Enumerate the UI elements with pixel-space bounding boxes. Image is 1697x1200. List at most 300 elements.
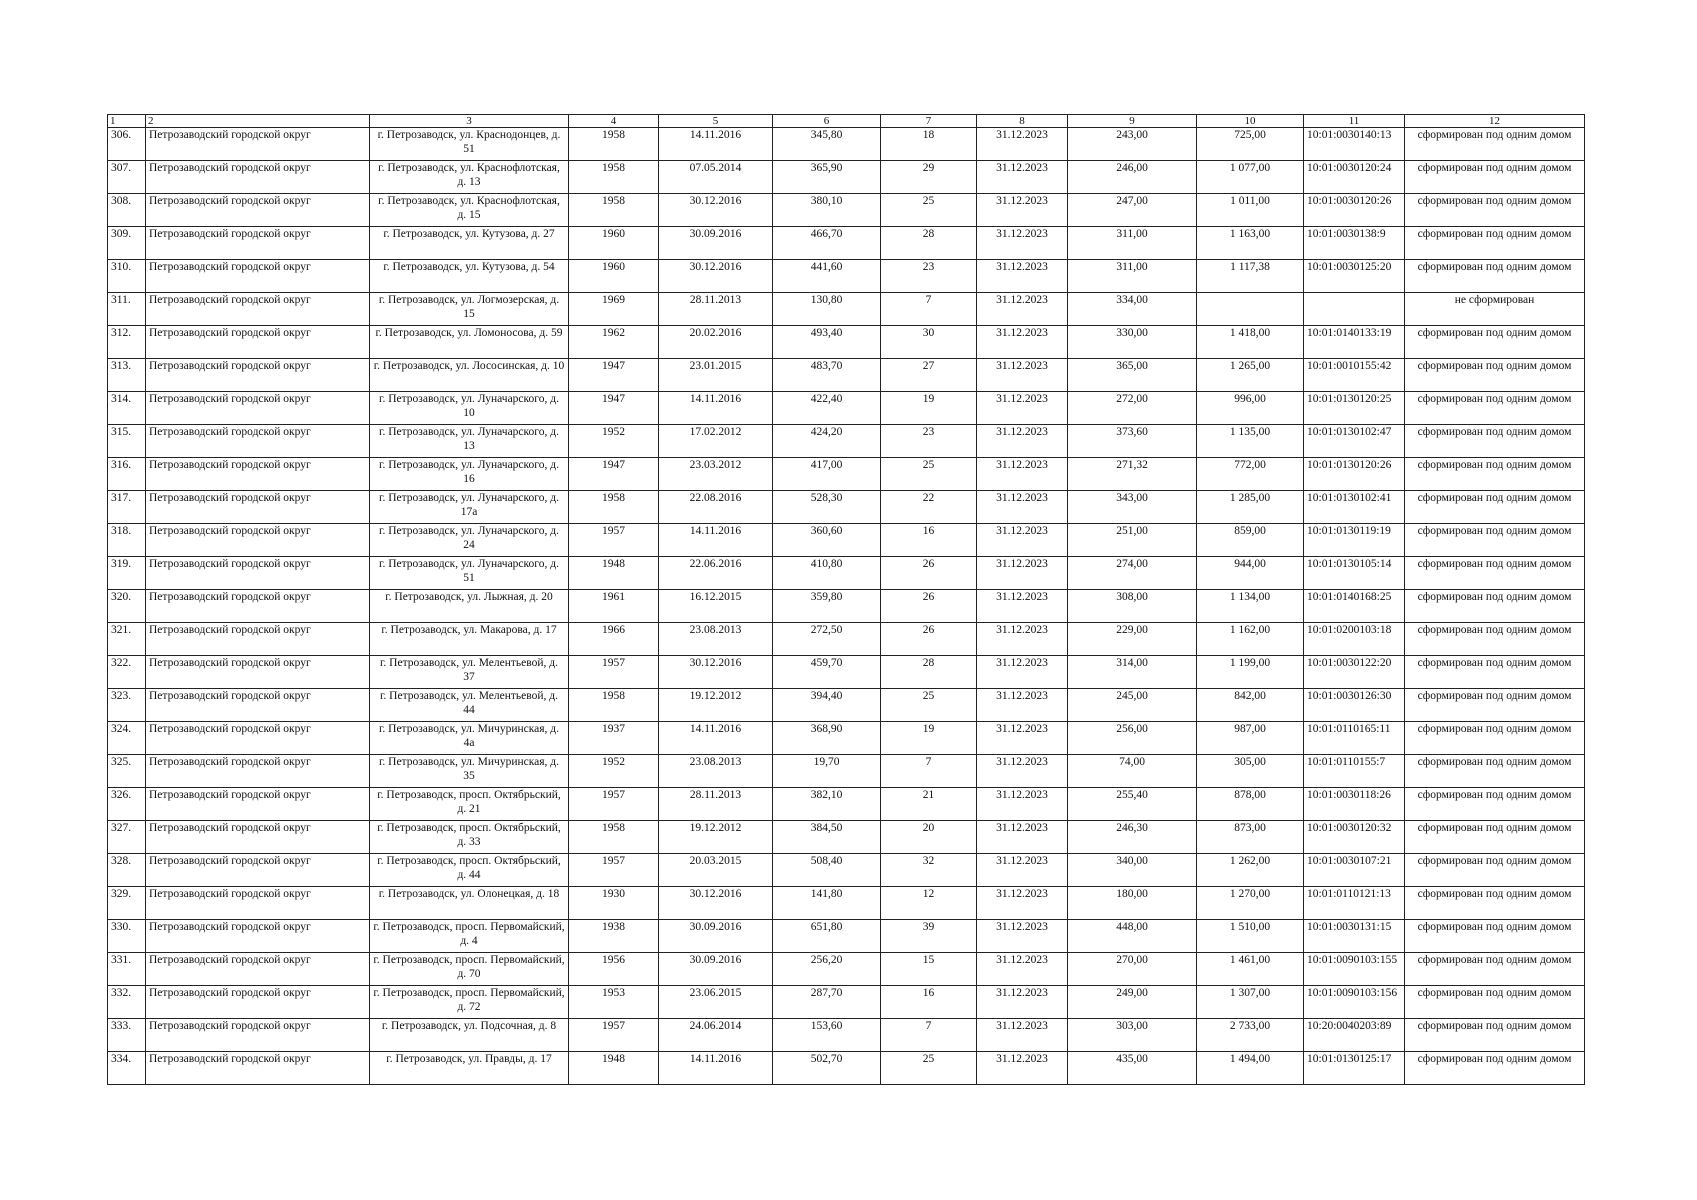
cell-deadline: 31.12.2023: [977, 491, 1068, 524]
cell-municipality: Петрозаводский городской округ: [146, 953, 370, 986]
cell-cadastral-number: 10:01:0130102:47: [1304, 425, 1405, 458]
cell-area: 141,80: [773, 887, 881, 920]
cell-address: г. Петрозаводск, ул. Кутузова, д. 27: [370, 227, 569, 260]
cell-area-2: 246,30: [1068, 821, 1197, 854]
housing-table: [107, 114, 1585, 1085]
cell-land-status: сформирован под одним домом: [1405, 227, 1585, 260]
cell-residents: 26: [881, 557, 977, 590]
cell-address: г. Петрозаводск, просп. Первомайский, д. 70: [370, 953, 569, 986]
cell-area-2: 311,00: [1068, 227, 1197, 260]
cell-survey-date: 19.12.2012: [659, 821, 773, 854]
cell-address: г. Петрозаводск, ул. Правды, д. 17: [370, 1052, 569, 1085]
cell-build-year: 1958: [569, 821, 659, 854]
cell-residents: 20: [881, 821, 977, 854]
cell-area: 459,70: [773, 656, 881, 689]
cell-land-status: не сформирован: [1405, 293, 1585, 326]
cell-municipality: Петрозаводский городской округ: [146, 293, 370, 326]
cell-residents: 25: [881, 194, 977, 227]
cell-build-year: 1952: [569, 425, 659, 458]
cell-residents: 29: [881, 161, 977, 194]
cell-deadline: 31.12.2023: [977, 920, 1068, 953]
cell-build-year: 1960: [569, 227, 659, 260]
cell-municipality: Петрозаводский городской округ: [146, 590, 370, 623]
cell-build-year: 1947: [569, 359, 659, 392]
cell-land-area: 1 307,00: [1197, 986, 1304, 1019]
cell-residents: 19: [881, 392, 977, 425]
cell-deadline: 31.12.2023: [977, 689, 1068, 722]
cell-survey-date: 22.08.2016: [659, 491, 773, 524]
table-row: [108, 359, 1585, 392]
cell-municipality: Петрозаводский городской округ: [146, 722, 370, 755]
cell-land-status: сформирован под одним домом: [1405, 656, 1585, 689]
cell-survey-date: 14.11.2016: [659, 1052, 773, 1085]
cell-area-2: 373,60: [1068, 425, 1197, 458]
table-row: [108, 623, 1585, 656]
cell-area-2: 272,00: [1068, 392, 1197, 425]
cell-area-2: 251,00: [1068, 524, 1197, 557]
cell-area-2: 334,00: [1068, 293, 1197, 326]
cell-residents: 23: [881, 260, 977, 293]
cell-survey-date: 30.09.2016: [659, 920, 773, 953]
cell-build-year: 1956: [569, 953, 659, 986]
cell-area-2: 308,00: [1068, 590, 1197, 623]
table-row: [108, 755, 1585, 788]
cell-address: г. Петрозаводск, ул. Луначарского, д. 16: [370, 458, 569, 491]
cell-survey-date: 30.12.2016: [659, 656, 773, 689]
cell-cadastral-number: 10:01:0030120:26: [1304, 194, 1405, 227]
cell-deadline: 31.12.2023: [977, 359, 1068, 392]
cell-residents: 25: [881, 458, 977, 491]
cell-row-number: 319.: [108, 557, 146, 590]
cell-residents: 15: [881, 953, 977, 986]
table-row: [108, 557, 1585, 590]
cell-area: 272,50: [773, 623, 881, 656]
cell-residents: 16: [881, 986, 977, 1019]
cell-row-number: 331.: [108, 953, 146, 986]
table-row: [108, 260, 1585, 293]
cell-survey-date: 20.02.2016: [659, 326, 773, 359]
cell-residents: 39: [881, 920, 977, 953]
cell-residents: 28: [881, 227, 977, 260]
cell-build-year: 1953: [569, 986, 659, 1019]
cell-area: 19,70: [773, 755, 881, 788]
cell-municipality: Петрозаводский городской округ: [146, 524, 370, 557]
cell-area: 345,80: [773, 128, 881, 161]
cell-municipality: Петрозаводский городской округ: [146, 359, 370, 392]
cell-row-number: 315.: [108, 425, 146, 458]
cell-address: г. Петрозаводск, просп. Октябрьский, д. 33: [370, 821, 569, 854]
cell-address: г. Петрозаводск, ул. Подсочная, д. 8: [370, 1019, 569, 1052]
cell-land-area: 2 733,00: [1197, 1019, 1304, 1052]
cell-cadastral-number: 10:01:0140168:25: [1304, 590, 1405, 623]
cell-municipality: Петрозаводский городской округ: [146, 755, 370, 788]
cell-land-status: сформирован под одним домом: [1405, 1052, 1585, 1085]
cell-area-2: 243,00: [1068, 128, 1197, 161]
cell-area: 287,70: [773, 986, 881, 1019]
cell-land-status: сформирован под одним домом: [1405, 326, 1585, 359]
cell-land-status: сформирован под одним домом: [1405, 788, 1585, 821]
cell-deadline: 31.12.2023: [977, 458, 1068, 491]
cell-cadastral-number: 10:01:0090103:156: [1304, 986, 1405, 1019]
cell-area: 382,10: [773, 788, 881, 821]
cell-municipality: Петрозаводский городской округ: [146, 689, 370, 722]
table-row: [108, 227, 1585, 260]
cell-area: 153,60: [773, 1019, 881, 1052]
cell-municipality: Петрозаводский городской округ: [146, 986, 370, 1019]
cell-residents: 22: [881, 491, 977, 524]
cell-land-area: 1 163,00: [1197, 227, 1304, 260]
cell-build-year: 1958: [569, 161, 659, 194]
cell-survey-date: 30.12.2016: [659, 260, 773, 293]
cell-cadastral-number: 10:01:0110165:11: [1304, 722, 1405, 755]
cell-survey-date: 14.11.2016: [659, 392, 773, 425]
cell-area: 410,80: [773, 557, 881, 590]
cell-survey-date: 07.05.2014: [659, 161, 773, 194]
cell-area: 384,50: [773, 821, 881, 854]
cell-area-2: 435,00: [1068, 1052, 1197, 1085]
cell-land-status: сформирован под одним домом: [1405, 425, 1585, 458]
cell-land-status: сформирован под одним домом: [1405, 392, 1585, 425]
cell-row-number: 308.: [108, 194, 146, 227]
cell-cadastral-number: 10:20:0040203:89: [1304, 1019, 1405, 1052]
cell-row-number: 334.: [108, 1052, 146, 1085]
cell-land-status: сформирован под одним домом: [1405, 689, 1585, 722]
cell-municipality: Петрозаводский городской округ: [146, 920, 370, 953]
cell-area: 394,40: [773, 689, 881, 722]
cell-row-number: 318.: [108, 524, 146, 557]
cell-survey-date: 14.11.2016: [659, 524, 773, 557]
cell-build-year: 1957: [569, 788, 659, 821]
cell-cadastral-number: 10:01:0130102:41: [1304, 491, 1405, 524]
cell-address: г. Петрозаводск, ул. Кутузова, д. 54: [370, 260, 569, 293]
cell-land-area: 1 285,00: [1197, 491, 1304, 524]
table-body: [108, 128, 1585, 1085]
cell-deadline: 31.12.2023: [977, 821, 1068, 854]
cell-address: г. Петрозаводск, ул. Луначарского, д. 17а: [370, 491, 569, 524]
cell-cadastral-number: 10:01:0030120:24: [1304, 161, 1405, 194]
column-header-1: 1: [108, 115, 146, 128]
cell-area-2: 245,00: [1068, 689, 1197, 722]
cell-address: г. Петрозаводск, просп. Первомайский, д. 4: [370, 920, 569, 953]
cell-survey-date: 22.06.2016: [659, 557, 773, 590]
cell-survey-date: 30.09.2016: [659, 953, 773, 986]
table-row: [108, 326, 1585, 359]
cell-area-2: 365,00: [1068, 359, 1197, 392]
cell-cadastral-number: 10:01:0130119:19: [1304, 524, 1405, 557]
cell-deadline: 31.12.2023: [977, 524, 1068, 557]
table-row: [108, 689, 1585, 722]
cell-area-2: 247,00: [1068, 194, 1197, 227]
cell-land-area: 1 265,00: [1197, 359, 1304, 392]
cell-land-area: 1 494,00: [1197, 1052, 1304, 1085]
cell-row-number: 330.: [108, 920, 146, 953]
cell-survey-date: 30.12.2016: [659, 887, 773, 920]
cell-build-year: 1930: [569, 887, 659, 920]
cell-land-area: 944,00: [1197, 557, 1304, 590]
cell-survey-date: 14.11.2016: [659, 722, 773, 755]
cell-land-status: сформирован под одним домом: [1405, 524, 1585, 557]
cell-survey-date: 19.12.2012: [659, 689, 773, 722]
cell-cadastral-number: [1304, 293, 1405, 326]
cell-area: 651,80: [773, 920, 881, 953]
cell-residents: 23: [881, 425, 977, 458]
cell-land-status: сформирован под одним домом: [1405, 1019, 1585, 1052]
column-header-6: 6: [773, 115, 881, 128]
cell-deadline: 31.12.2023: [977, 788, 1068, 821]
cell-build-year: 1960: [569, 260, 659, 293]
cell-survey-date: 16.12.2015: [659, 590, 773, 623]
cell-row-number: 309.: [108, 227, 146, 260]
cell-build-year: 1958: [569, 491, 659, 524]
cell-build-year: 1958: [569, 689, 659, 722]
cell-land-status: сформирован под одним домом: [1405, 986, 1585, 1019]
cell-area-2: 274,00: [1068, 557, 1197, 590]
cell-land-status: сформирован под одним домом: [1405, 854, 1585, 887]
cell-address: г. Петрозаводск, просп. Первомайский, д. 72: [370, 986, 569, 1019]
cell-deadline: 31.12.2023: [977, 722, 1068, 755]
cell-build-year: 1958: [569, 128, 659, 161]
cell-land-area: 1 510,00: [1197, 920, 1304, 953]
cell-row-number: 310.: [108, 260, 146, 293]
cell-deadline: 31.12.2023: [977, 326, 1068, 359]
cell-row-number: 313.: [108, 359, 146, 392]
cell-land-status: сформирован под одним домом: [1405, 260, 1585, 293]
column-header-9: 9: [1068, 115, 1197, 128]
cell-address: г. Петрозаводск, ул. Краснофлотская, д. 15: [370, 194, 569, 227]
cell-row-number: 328.: [108, 854, 146, 887]
cell-row-number: 326.: [108, 788, 146, 821]
cell-municipality: Петрозаводский городской округ: [146, 656, 370, 689]
cell-land-area: 1 162,00: [1197, 623, 1304, 656]
cell-land-area: 1 418,00: [1197, 326, 1304, 359]
cell-survey-date: 23.08.2013: [659, 755, 773, 788]
cell-municipality: Петрозаводский городской округ: [146, 227, 370, 260]
cell-municipality: Петрозаводский городской округ: [146, 557, 370, 590]
cell-area-2: 340,00: [1068, 854, 1197, 887]
cell-land-status: сформирован под одним домом: [1405, 953, 1585, 986]
cell-cadastral-number: 10:01:0030138:9: [1304, 227, 1405, 260]
cell-address: г. Петрозаводск, просп. Октябрьский, д. 44: [370, 854, 569, 887]
cell-area: 380,10: [773, 194, 881, 227]
table-row: [108, 953, 1585, 986]
cell-residents: 16: [881, 524, 977, 557]
cell-land-status: сформирован под одним домом: [1405, 590, 1585, 623]
cell-land-status: сформирован под одним домом: [1405, 458, 1585, 491]
cell-deadline: 31.12.2023: [977, 986, 1068, 1019]
cell-deadline: 31.12.2023: [977, 623, 1068, 656]
cell-area-2: 74,00: [1068, 755, 1197, 788]
cell-area-2: 330,00: [1068, 326, 1197, 359]
cell-residents: 32: [881, 854, 977, 887]
cell-area-2: 311,00: [1068, 260, 1197, 293]
cell-area: 508,40: [773, 854, 881, 887]
cell-deadline: 31.12.2023: [977, 557, 1068, 590]
cell-survey-date: 14.11.2016: [659, 128, 773, 161]
cell-land-area: 1 262,00: [1197, 854, 1304, 887]
cell-cadastral-number: 10:01:0030131:15: [1304, 920, 1405, 953]
cell-row-number: 316.: [108, 458, 146, 491]
cell-build-year: 1957: [569, 1019, 659, 1052]
cell-address: г. Петрозаводск, ул. Луначарского, д. 13: [370, 425, 569, 458]
cell-residents: 25: [881, 689, 977, 722]
cell-residents: 25: [881, 1052, 977, 1085]
cell-build-year: 1948: [569, 1052, 659, 1085]
cell-deadline: 31.12.2023: [977, 656, 1068, 689]
cell-land-area: 1 011,00: [1197, 194, 1304, 227]
column-header-2: 2: [146, 115, 370, 128]
cell-area-2: 303,00: [1068, 1019, 1197, 1052]
cell-residents: 7: [881, 1019, 977, 1052]
cell-municipality: Петрозаводский городской округ: [146, 788, 370, 821]
table-row: [108, 293, 1585, 326]
cell-land-status: сформирован под одним домом: [1405, 128, 1585, 161]
cell-build-year: 1952: [569, 755, 659, 788]
cell-deadline: 31.12.2023: [977, 887, 1068, 920]
cell-survey-date: 30.12.2016: [659, 194, 773, 227]
table-row: [108, 920, 1585, 953]
cell-address: г. Петрозаводск, ул. Луначарского, д. 24: [370, 524, 569, 557]
cell-deadline: 31.12.2023: [977, 953, 1068, 986]
table-row: [108, 788, 1585, 821]
cell-area: 130,80: [773, 293, 881, 326]
cell-land-area: 873,00: [1197, 821, 1304, 854]
cell-municipality: Петрозаводский городской округ: [146, 821, 370, 854]
cell-survey-date: 17.02.2012: [659, 425, 773, 458]
cell-residents: 26: [881, 623, 977, 656]
table-row: [108, 161, 1585, 194]
cell-area: 441,60: [773, 260, 881, 293]
cell-area-2: 448,00: [1068, 920, 1197, 953]
column-header-5: 5: [659, 115, 773, 128]
cell-land-area: 1 117,38: [1197, 260, 1304, 293]
cell-deadline: 31.12.2023: [977, 854, 1068, 887]
cell-build-year: 1957: [569, 524, 659, 557]
table-row: [108, 722, 1585, 755]
cell-build-year: 1969: [569, 293, 659, 326]
column-header-10: 10: [1197, 115, 1304, 128]
cell-land-status: сформирован под одним домом: [1405, 194, 1585, 227]
cell-land-status: сформирован под одним домом: [1405, 722, 1585, 755]
cell-area-2: 314,00: [1068, 656, 1197, 689]
cell-cadastral-number: 10:01:0030140:13: [1304, 128, 1405, 161]
cell-area: 359,80: [773, 590, 881, 623]
cell-address: г. Петрозаводск, просп. Октябрьский, д. 21: [370, 788, 569, 821]
cell-residents: 26: [881, 590, 977, 623]
cell-row-number: 317.: [108, 491, 146, 524]
table-row: [108, 1019, 1585, 1052]
table-row: [108, 524, 1585, 557]
cell-residents: 28: [881, 656, 977, 689]
cell-area: 493,40: [773, 326, 881, 359]
cell-address: г. Петрозаводск, ул. Логмозерская, д. 15: [370, 293, 569, 326]
cell-address: г. Петрозаводск, ул. Ломоносова, д. 59: [370, 326, 569, 359]
cell-deadline: 31.12.2023: [977, 590, 1068, 623]
cell-cadastral-number: 10:01:0110155:7: [1304, 755, 1405, 788]
cell-area: 360,60: [773, 524, 881, 557]
cell-area-2: 343,00: [1068, 491, 1197, 524]
cell-row-number: 333.: [108, 1019, 146, 1052]
column-header-3: 3: [370, 115, 569, 128]
cell-build-year: 1938: [569, 920, 659, 953]
cell-deadline: 31.12.2023: [977, 227, 1068, 260]
cell-address: г. Петрозаводск, ул. Мелентьевой, д. 44: [370, 689, 569, 722]
table-row: [108, 392, 1585, 425]
cell-area-2: 271,32: [1068, 458, 1197, 491]
cell-row-number: 307.: [108, 161, 146, 194]
column-header-8: 8: [977, 115, 1068, 128]
cell-area-2: 255,40: [1068, 788, 1197, 821]
cell-survey-date: 24.06.2014: [659, 1019, 773, 1052]
column-header-11: 11: [1304, 115, 1405, 128]
table-row: [108, 590, 1585, 623]
cell-residents: 19: [881, 722, 977, 755]
cell-row-number: 312.: [108, 326, 146, 359]
cell-land-area: 725,00: [1197, 128, 1304, 161]
cell-land-area: 305,00: [1197, 755, 1304, 788]
cell-area-2: 249,00: [1068, 986, 1197, 1019]
cell-address: г. Петрозаводск, ул. Мелентьевой, д. 37: [370, 656, 569, 689]
cell-deadline: 31.12.2023: [977, 260, 1068, 293]
cell-row-number: 322.: [108, 656, 146, 689]
table-row: [108, 854, 1585, 887]
cell-land-status: сформирован под одним домом: [1405, 920, 1585, 953]
cell-municipality: Петрозаводский городской округ: [146, 491, 370, 524]
cell-municipality: Петрозаводский городской округ: [146, 161, 370, 194]
cell-municipality: Петрозаводский городской округ: [146, 1019, 370, 1052]
cell-survey-date: 23.08.2013: [659, 623, 773, 656]
cell-deadline: 31.12.2023: [977, 1052, 1068, 1085]
table-row: [108, 986, 1585, 1019]
cell-deadline: 31.12.2023: [977, 161, 1068, 194]
cell-cadastral-number: 10:01:0030120:32: [1304, 821, 1405, 854]
cell-cadastral-number: 10:01:0030107:21: [1304, 854, 1405, 887]
cell-area: 365,90: [773, 161, 881, 194]
table-row: [108, 194, 1585, 227]
cell-land-status: сформирован под одним домом: [1405, 821, 1585, 854]
cell-build-year: 1957: [569, 656, 659, 689]
cell-address: г. Петрозаводск, ул. Краснодонцев, д. 51: [370, 128, 569, 161]
cell-row-number: 306.: [108, 128, 146, 161]
cell-area-2: 270,00: [1068, 953, 1197, 986]
cell-row-number: 321.: [108, 623, 146, 656]
cell-build-year: 1957: [569, 854, 659, 887]
cell-cadastral-number: 10:01:0130120:25: [1304, 392, 1405, 425]
cell-row-number: 314.: [108, 392, 146, 425]
cell-land-area: 1 134,00: [1197, 590, 1304, 623]
cell-land-area: 859,00: [1197, 524, 1304, 557]
cell-area: 417,00: [773, 458, 881, 491]
cell-land-area: 842,00: [1197, 689, 1304, 722]
table-row: [108, 656, 1585, 689]
cell-municipality: Петрозаводский городской округ: [146, 623, 370, 656]
cell-cadastral-number: 10:01:0010155:42: [1304, 359, 1405, 392]
cell-land-area: 1 135,00: [1197, 425, 1304, 458]
cell-cadastral-number: 10:01:0110121:13: [1304, 887, 1405, 920]
cell-survey-date: 20.03.2015: [659, 854, 773, 887]
cell-address: г. Петрозаводск, ул. Мичуринская, д. 4а: [370, 722, 569, 755]
cell-row-number: 329.: [108, 887, 146, 920]
cell-municipality: Петрозаводский городской округ: [146, 425, 370, 458]
cell-survey-date: 28.11.2013: [659, 293, 773, 326]
cell-survey-date: 23.03.2012: [659, 458, 773, 491]
cell-build-year: 1961: [569, 590, 659, 623]
cell-land-area: 1 199,00: [1197, 656, 1304, 689]
cell-residents: 21: [881, 788, 977, 821]
table-row: [108, 425, 1585, 458]
cell-residents: 18: [881, 128, 977, 161]
cell-land-area: 878,00: [1197, 788, 1304, 821]
cell-land-area: 996,00: [1197, 392, 1304, 425]
